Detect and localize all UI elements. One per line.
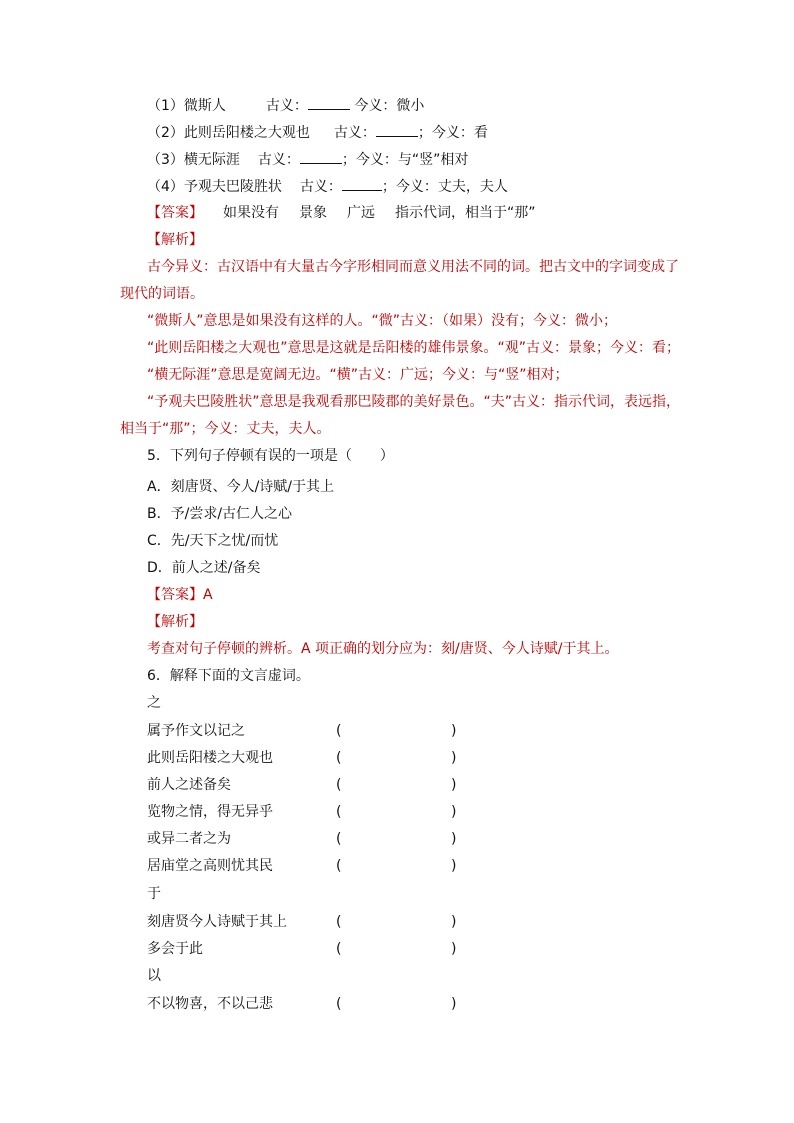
analysis-text: “予观夫巴陵胜状”意思是我观看那巴陵郡的美好景色。“夫”古义：指示代词，表远指， bbox=[147, 394, 681, 410]
q6-item: 不以物喜，不以己悲 ( ) bbox=[147, 996, 457, 1012]
q5-option-d: D．前人之述/备矣 bbox=[147, 560, 261, 576]
q5-question: 5．下列句子停顿有误的一项是（ ） bbox=[147, 448, 394, 464]
answer-value: A bbox=[203, 587, 213, 603]
q6-word-heading: 之 bbox=[147, 695, 161, 711]
paren-close: ) bbox=[451, 723, 457, 739]
q4-item-2: （2）此则岳阳楼之大观也 古义： ；今义：看 bbox=[147, 122, 488, 143]
answer-value: 指示代词，相当于“那” bbox=[395, 205, 536, 221]
paren-open: ( bbox=[336, 858, 342, 874]
q6-item: 览物之情，得无异乎 ( ) bbox=[147, 804, 457, 820]
answer-value: 如果没有 bbox=[223, 205, 279, 221]
analysis-text: 古今异义：古汉语中有大量古今字形相同而意义用法不同的词。把古文中的字词变成了 bbox=[147, 259, 679, 275]
paren-open: ( bbox=[336, 996, 342, 1012]
q4-item-label: （2）此则岳阳楼之大观也 bbox=[147, 125, 310, 141]
answer-value: 景象 bbox=[299, 205, 327, 221]
paren-close: ) bbox=[451, 858, 457, 874]
paren-open: ( bbox=[336, 777, 342, 793]
answer-blank bbox=[342, 176, 382, 191]
paren-open: ( bbox=[336, 804, 342, 820]
analysis-text: “横无际涯”意思是宽阔无边。“横”古义：广远；今义：与“竖”相对； bbox=[147, 367, 569, 383]
q5-answer bbox=[147, 585, 213, 605]
paren-close: ) bbox=[451, 941, 457, 957]
q6-word-heading: 以 bbox=[147, 968, 161, 984]
paren-close: ) bbox=[451, 777, 457, 793]
paren-close: ) bbox=[451, 914, 457, 930]
q5-option-b: B．予/尝求/古仁人之心 bbox=[147, 506, 293, 522]
q6-item: 刻唐贤今人诗赋于其上 ( ) bbox=[147, 914, 457, 930]
answer-tag: 【答案】 bbox=[147, 587, 203, 603]
paren-close: ) bbox=[451, 750, 457, 766]
q4-answer bbox=[147, 203, 536, 223]
answer-value: 广远 bbox=[347, 205, 375, 221]
paren-open: ( bbox=[336, 831, 342, 847]
q6-word-heading: 于 bbox=[147, 886, 161, 902]
q5-option-a: A．刻唐贤、今人/诗赋/于其上 bbox=[147, 479, 335, 495]
answer-blank bbox=[300, 149, 342, 164]
analysis-text: “此则岳阳楼之大观也”意思是这就是岳阳楼的雄伟景象。“观”古义：景象；今义：看； bbox=[147, 340, 681, 356]
paren-close: ) bbox=[451, 831, 457, 847]
paren-open: ( bbox=[336, 723, 342, 739]
paren-close: ) bbox=[451, 804, 457, 820]
q5-option-c: C．先/天下之忧/而忧 bbox=[147, 533, 279, 549]
q4-item-1: （1）微斯人 古义： 今义：微小 bbox=[147, 95, 424, 116]
q5-analysis-tag: 【解析】 bbox=[147, 614, 203, 630]
analysis-text: 相当于“那”；今义：丈夫，夫人。 bbox=[120, 421, 331, 437]
q4-item-label: （3）横无际涯 bbox=[147, 152, 240, 168]
analysis-text: 现代的词语。 bbox=[120, 286, 204, 302]
q6-item: 此则岳阳楼之大观也 ( ) bbox=[147, 750, 457, 766]
q6-item: 多会于此 ( ) bbox=[147, 941, 457, 957]
paren-open: ( bbox=[336, 914, 342, 930]
q4-analysis-tag: 【解析】 bbox=[147, 232, 203, 248]
analysis-text: 考查对句子停顿的辨析。A 项正确的划分应为：刻/唐贤、今人诗赋/于其上。 bbox=[147, 641, 619, 657]
answer-blank bbox=[308, 95, 350, 110]
q4-item-3: （3）横无际涯 古义： ；今义：与“竖”相对 bbox=[147, 149, 468, 170]
q6-question: 6．解释下面的文言虚词。 bbox=[147, 668, 310, 684]
q6-item: 前人之述备矣 ( ) bbox=[147, 777, 457, 793]
q6-item: 或异二者之为 ( ) bbox=[147, 831, 457, 847]
q4-item-4: （4）予观夫巴陵胜状 古义： ；今义：丈夫，夫人 bbox=[147, 176, 508, 197]
paren-close: ) bbox=[451, 996, 457, 1012]
q4-item-label: （1）微斯人 bbox=[147, 98, 226, 114]
analysis-text: “微斯人”意思是如果没有这样的人。“微”古义：（如果）没有；今义：微小； bbox=[147, 313, 618, 329]
q4-item-label: （4）予观夫巴陵胜状 bbox=[147, 179, 282, 195]
q6-item: 属予作文以记之 ( ) bbox=[147, 723, 457, 739]
paren-open: ( bbox=[336, 750, 342, 766]
q6-item: 居庙堂之高则忧其民 ( ) bbox=[147, 858, 457, 874]
answer-blank bbox=[376, 122, 418, 137]
paren-open: ( bbox=[336, 941, 342, 957]
answer-tag: 【答案】 bbox=[147, 205, 203, 221]
